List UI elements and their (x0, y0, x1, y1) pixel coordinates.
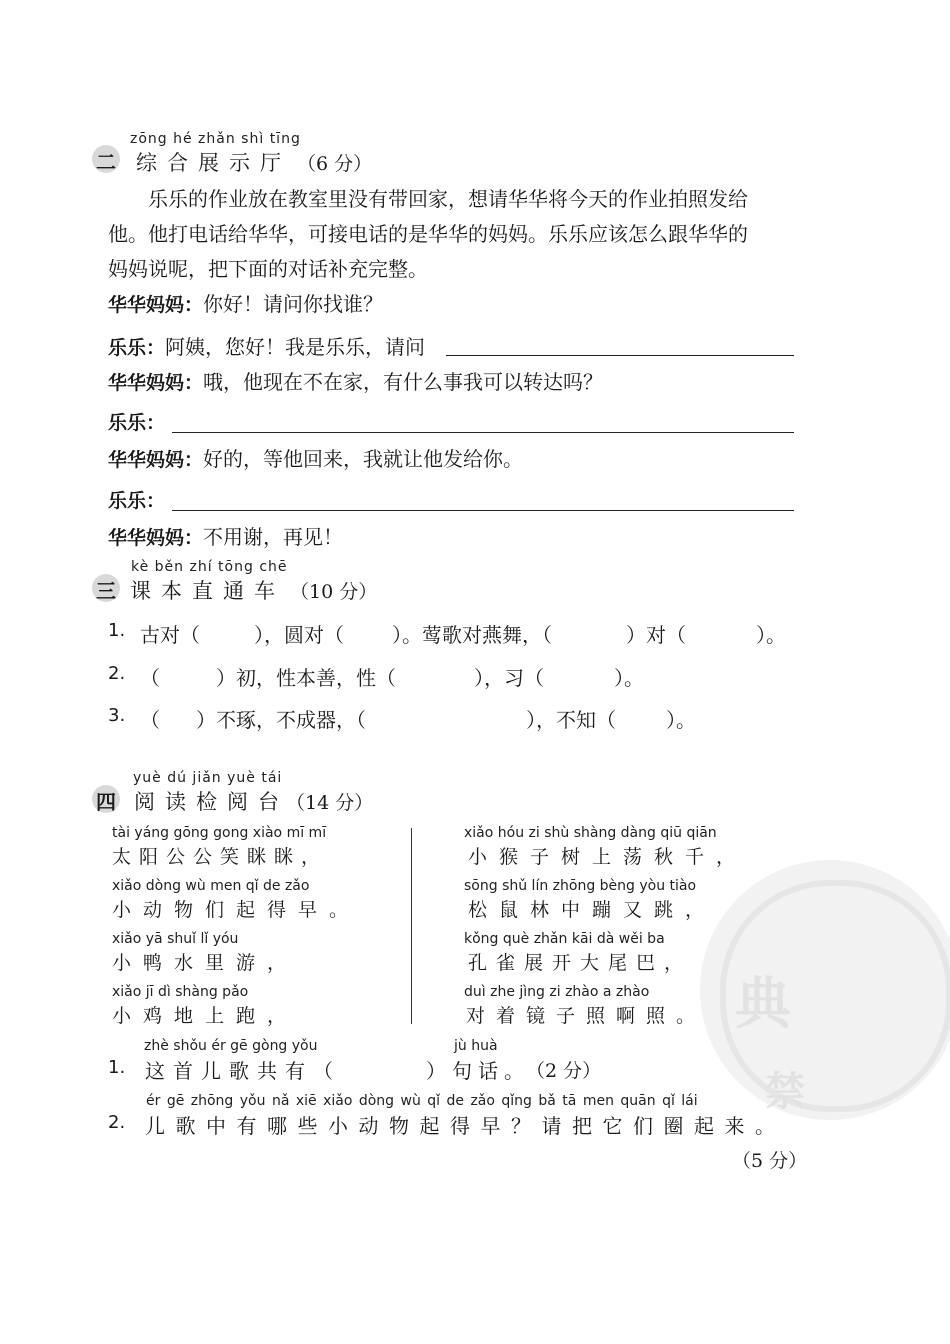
speaker-label: 乐乐： (108, 412, 166, 434)
fill-text: （ (140, 708, 160, 732)
answer-blank-line[interactable] (446, 355, 794, 356)
watermark-glyph: 典 (735, 972, 791, 1037)
watermark-glyph: 禁 (765, 1069, 805, 1115)
dialogue-text: 哦，他现在不在家，有什么事我可以转达吗？ (203, 370, 604, 394)
poem-line: 小动物们起得早。 (112, 899, 361, 921)
dialogue-text: 阿姨，您好！我是乐乐，请问 (165, 335, 426, 359)
dialogue-text: 好的，等他回来，我就让他发给你。 (203, 447, 524, 471)
dialogue-line (108, 521, 343, 550)
dialogue-line (108, 366, 603, 395)
speaker-label: 华华妈妈： (108, 449, 204, 471)
dialogue-line (108, 288, 383, 317)
poem-pinyin: tài yáng gōng gong xiào mī mī (112, 825, 327, 841)
answer-blank-line[interactable] (172, 432, 794, 433)
dialogue-line (108, 486, 165, 513)
section-title: 综合展示厅 (136, 151, 291, 175)
fill-text: ），圆对（ (254, 623, 344, 647)
question-number: 2. (108, 1112, 126, 1133)
poem-line: 孔雀展开大尾巴， (468, 952, 693, 974)
fill-text: ）不琢，不成器，（ (196, 708, 366, 732)
speaker-label: 乐乐： (108, 490, 166, 512)
question-text: ）句话。 (426, 1059, 530, 1083)
fill-text: ）。 (666, 708, 696, 732)
poem-line: 小鸡地上跑， (112, 1005, 299, 1027)
poem-pinyin: xiǎo dòng wù men qǐ de zǎo (112, 878, 310, 894)
fill-text: 古对（ (140, 623, 200, 647)
fill-text: ）。 (756, 623, 786, 647)
poem-line: 小鸭水里游， (112, 952, 299, 974)
section-title: 阅读检阅台 (134, 790, 289, 814)
question-text: 儿歌中有哪些小动物起得早？请把它们圈起来。 (145, 1114, 786, 1138)
section-title-pinyin: zōng hé zhǎn shì tīng (130, 131, 301, 147)
dialogue-line (108, 331, 425, 360)
poem-line: 松鼠林中蹦又跳， (468, 899, 717, 921)
section-title: 课本直通车 (130, 579, 285, 603)
section-number: 三 (96, 579, 116, 603)
poem-pinyin: duì zhe jìng zi zhào a zhào (464, 984, 650, 1000)
poem-line: 太阳公公笑眯眯， (112, 846, 329, 868)
section-number: 二 (96, 150, 116, 174)
column-divider (411, 828, 412, 1024)
section-score: （14 分） (286, 792, 374, 814)
dialogue-line (108, 408, 165, 435)
question-pinyin: jù huà (454, 1038, 498, 1054)
section-title-pinyin: yuè dú jiǎn yuè tái (133, 770, 283, 786)
fill-text: ），不知（ (526, 708, 616, 732)
fill-text: ）初，性本善，性（ (216, 666, 396, 690)
speaker-label: 华华妈妈： (108, 294, 204, 316)
speaker-label: 华华妈妈： (108, 527, 204, 549)
dialogue-text: 你好！请问你找谁？ (203, 292, 384, 316)
speaker-label: 华华妈妈： (108, 372, 204, 394)
poem-pinyin: sōng shǔ lín zhōng bèng yòu tiào (464, 878, 697, 894)
poem-line: 小猴子树上荡秋千， (468, 846, 748, 868)
poem-pinyin: kǒng què zhǎn kāi dà wěi ba (464, 931, 665, 947)
intro-line: 妈妈说呢，把下面的对话补充完整。 (108, 257, 428, 281)
section-title-pinyin: kè běn zhí tōng chē (131, 559, 288, 575)
speaker-label: 乐乐： (108, 337, 166, 359)
fill-text: ）对（ (626, 623, 686, 647)
section-score: （6 分） (297, 153, 373, 175)
section-number: 四 (96, 790, 116, 814)
question-pinyin: zhè shǒu ér gē gòng yǒu (144, 1038, 318, 1054)
question-number: 1. (108, 620, 126, 641)
fill-text: ）。 (614, 666, 644, 690)
question-score: （2 分） (526, 1060, 602, 1082)
poem-pinyin: xiǎo yā shuǐ lǐ yóu (112, 931, 239, 947)
dialogue-line (108, 443, 523, 472)
fill-text: ）。莺歌对燕舞，（ (392, 623, 552, 647)
intro-line: 乐乐的作业放在教室里没有带回家，想请华华将今天的作业拍照发给 (148, 187, 748, 211)
question-number: 3. (108, 705, 126, 726)
poem-line: 对着镜子照啊照。 (466, 1005, 707, 1027)
question-number: 1. (108, 1057, 126, 1078)
poem-pinyin: xiǎo hóu zi shù shàng dàng qiū qiān (464, 825, 717, 841)
answer-blank-line[interactable] (172, 510, 794, 511)
question-pinyin: ér gē zhōng yǒu nǎ xiē xiǎo dòng wù qǐ de zǎo qǐng bǎ tā men quān qǐ lái (146, 1093, 698, 1109)
section-score: （10 分） (290, 581, 378, 603)
question-score: （5 分） (732, 1150, 808, 1172)
fill-text: （ (140, 666, 160, 690)
question-text: 这首儿歌共有（ (145, 1059, 341, 1083)
question-number: 2. (108, 663, 126, 684)
dialogue-text: 不用谢，再见！ (203, 525, 344, 549)
fill-text: ），习（ (474, 666, 544, 690)
intro-line: 他。他打电话给华华，可接电话的是华华的妈妈。乐乐应该怎么跟华华的 (108, 222, 748, 246)
poem-pinyin: xiǎo jī dì shàng pǎo (112, 984, 249, 1000)
